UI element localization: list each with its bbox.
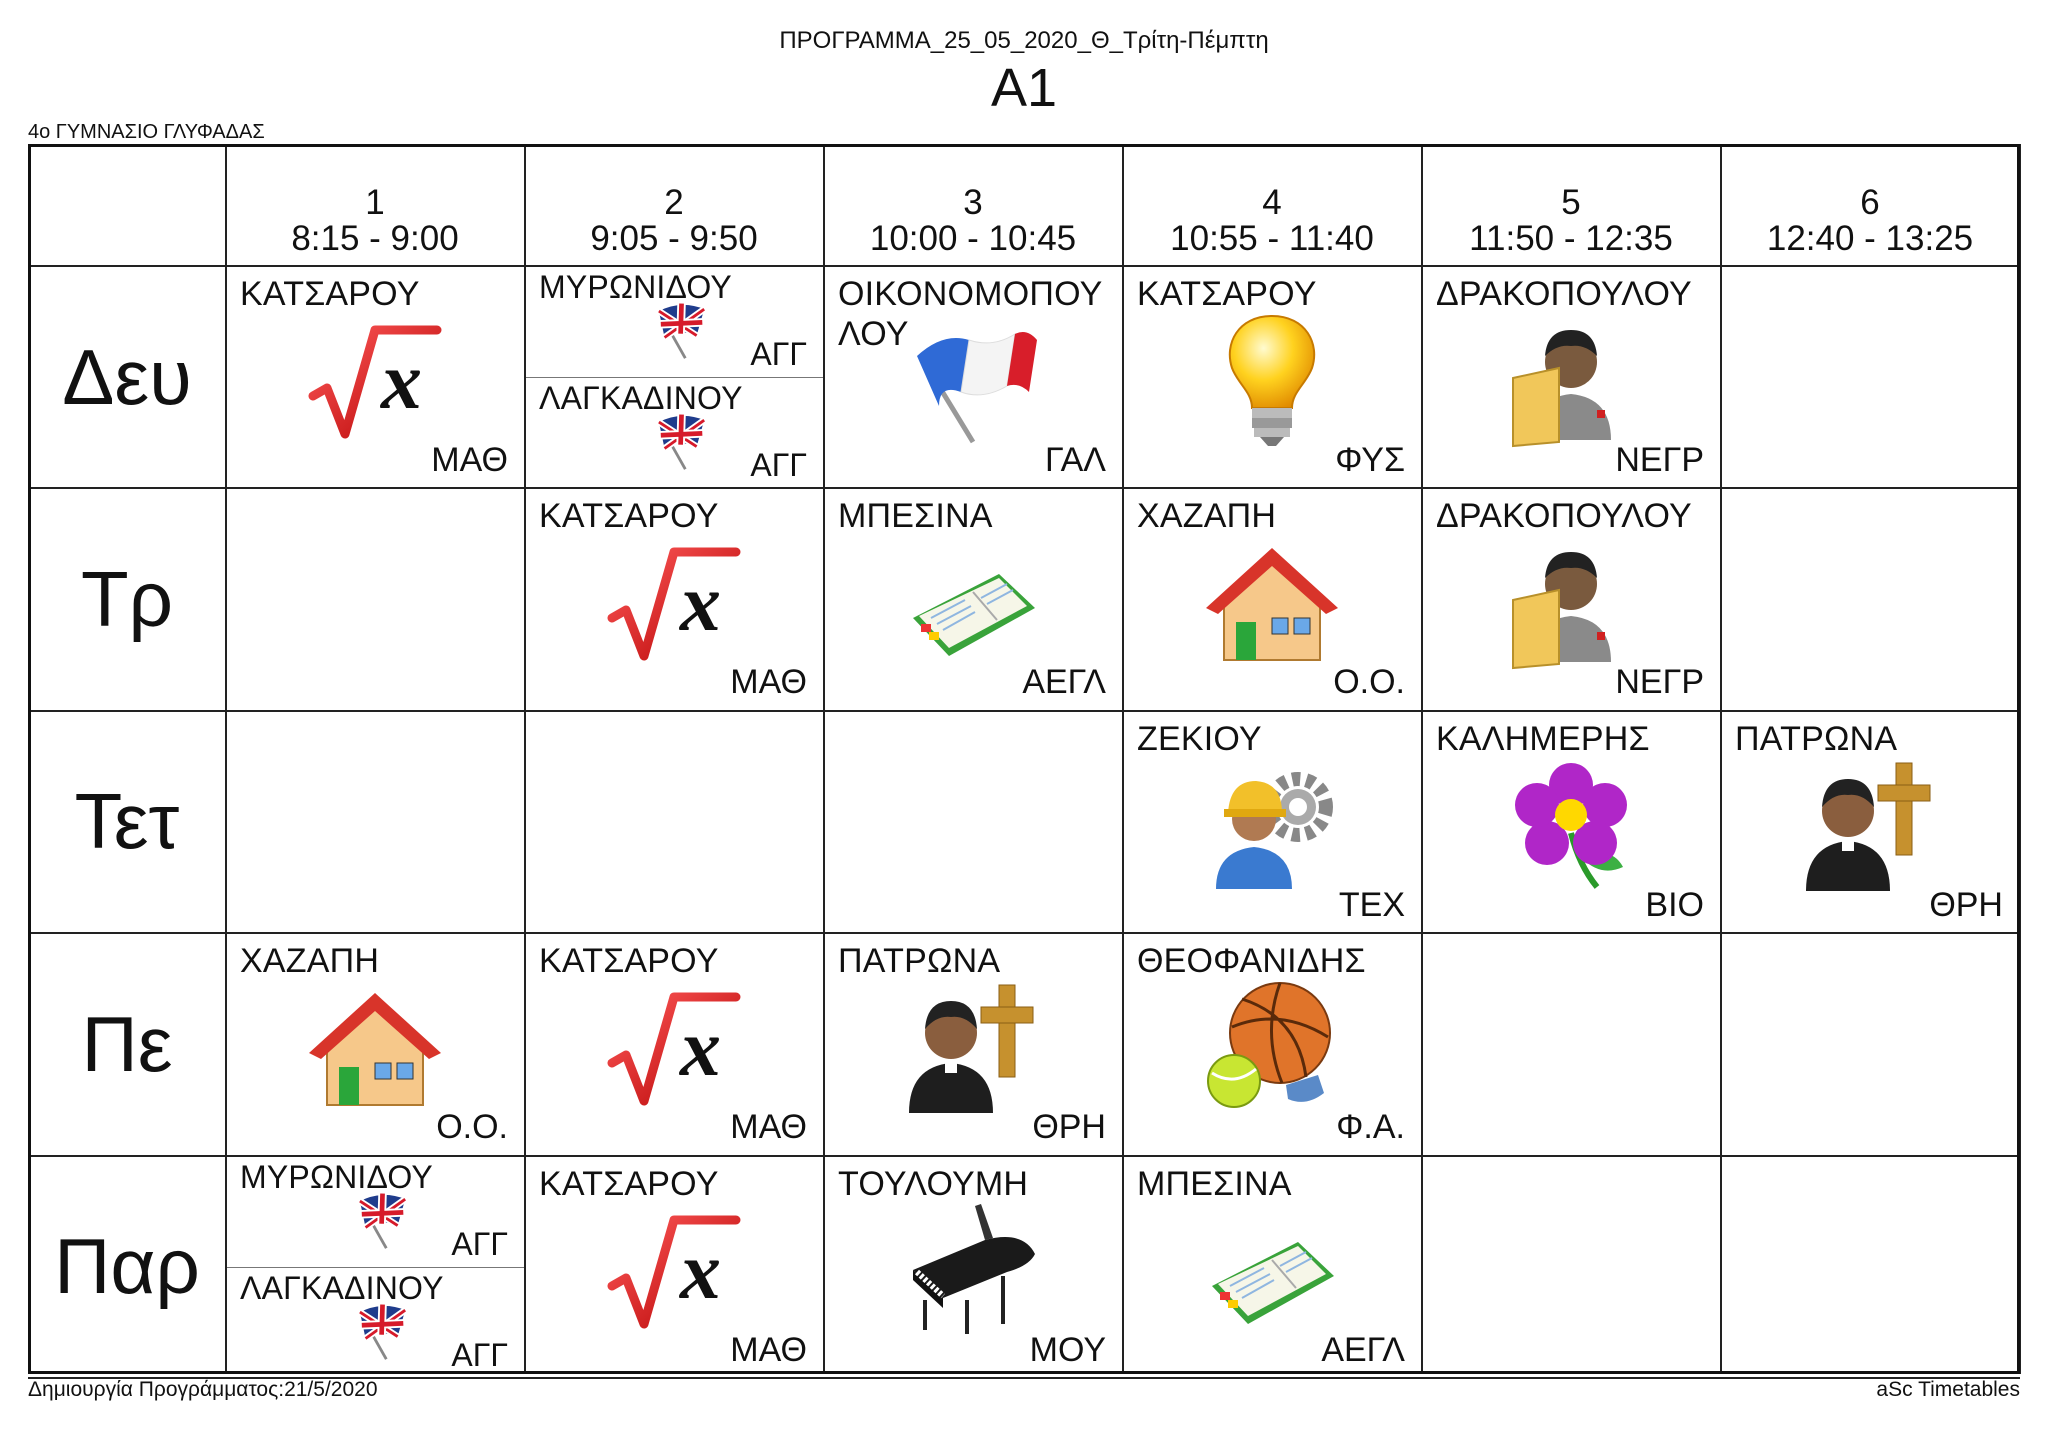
teacher-name: ΧΑΖΑΠΗ (1137, 497, 1277, 536)
brand-label: aSc Timetables (1876, 1378, 2020, 1401)
timetable-grid (28, 144, 2020, 1374)
period-time: 9:05 - 9:50 (590, 219, 758, 258)
teacher-name: ΟΙΚΟΝΟΜΟΠΟΥΛΟΥ (838, 275, 1103, 353)
teacher-name: ΚΑΤΣΑΡΟΥ (240, 275, 420, 313)
teacher-name: ΔΡΑΚΟΠΟΥΛΟΥ (1436, 275, 1692, 313)
period-time: 10:00 - 10:45 (869, 219, 1077, 258)
creation-date: Δημιουργία Προγράμματος:21/5/2020 (28, 1378, 378, 1401)
subject-code: ΘΡΗ (1929, 885, 2003, 924)
subject-code: ΑΕΓΛ (1022, 663, 1106, 702)
subject-code: ΓΑΛ (1045, 441, 1106, 479)
teacher-name: ΧΑΖΑΠΗ (240, 942, 380, 981)
subject-code: ΑΓΓ (451, 1336, 508, 1373)
subject-code: ΝΕΓΡ (1615, 441, 1704, 479)
subject-code: Φ.Α. (1336, 1108, 1405, 1147)
period-number: 3 (963, 183, 983, 222)
teacher-name: ΜΠΕΣΙΝΑ (1137, 1164, 1292, 1203)
subject-code: ΜΑΘ (730, 1108, 807, 1147)
svg-text:x: x (680, 1002, 721, 1094)
period-number: 4 (1262, 183, 1282, 222)
period-time: 12:40 - 13:25 (1766, 219, 1974, 258)
subject-code: Ο.Ο. (436, 1108, 508, 1147)
day-label: Τρ (80, 554, 173, 643)
period-time: 10:55 - 11:40 (1170, 219, 1374, 258)
subject-code: ΤΕΧ (1338, 885, 1405, 924)
day-label: Παρ (54, 1222, 200, 1311)
period-number: 6 (1860, 183, 1880, 222)
subject-code: ΜΑΘ (730, 663, 807, 702)
school-name: 4ο ΓΥΜΝΑΣΙΟ ΓΛΥΦΑΔΑΣ (28, 121, 265, 143)
subject-code: ΑΓΓ (750, 336, 807, 372)
subject-code: ΜΟΥ (1029, 1330, 1106, 1369)
timetable-subtitle: ΠΡΟΓΡΑΜΜΑ_25_05_2020_Θ_Τρίτη-Πέμπτη (779, 27, 1269, 54)
svg-text:x: x (381, 335, 422, 426)
teacher-name: ΘΕΟΦΑΝΙΔΗΣ (1137, 942, 1366, 981)
teacher-name: ΠΑΤΡΩΝΑ (838, 942, 1001, 981)
table-border (28, 144, 2020, 1374)
period-time: 8:15 - 9:00 (291, 219, 459, 258)
subject-code: ΜΑΘ (431, 441, 508, 479)
period-number: 2 (664, 183, 684, 222)
subject-code: ΑΓΓ (750, 447, 807, 484)
subject-code: ΑΕΓΛ (1321, 1330, 1405, 1369)
subject-code: ΜΑΘ (730, 1330, 807, 1369)
teacher-name: ΔΡΑΚΟΠΟΥΛΟΥ (1436, 497, 1692, 536)
teacher-name: ΜΥΡΩΝΙΔΟΥ (240, 1158, 433, 1195)
teacher-name: ΜΠΕΣΙΝΑ (838, 497, 993, 536)
period-number: 5 (1561, 183, 1581, 222)
teacher-name: ΠΑΤΡΩΝΑ (1735, 719, 1898, 758)
teacher-name: ΤΟΥΛΟΥΜΗ (838, 1164, 1029, 1203)
day-label: Τετ (74, 777, 180, 866)
teacher-name: ΛΑΓΚΑΔΙΝΟΥ (240, 1269, 444, 1306)
svg-text:x: x (680, 557, 721, 649)
teacher-name: ΚΑΤΣΑΡΟΥ (539, 942, 719, 981)
subject-code: ΒΙΟ (1645, 885, 1704, 924)
period-time: 11:50 - 12:35 (1469, 219, 1673, 258)
svg-text:x: x (680, 1224, 721, 1316)
teacher-name: ΜΥΡΩΝΙΔΟΥ (539, 269, 732, 305)
teacher-name: ΚΑΤΣΑΡΟΥ (539, 497, 719, 536)
teacher-name: ΚΑΤΣΑΡΟΥ (539, 1164, 719, 1203)
teacher-name: ΛΑΓΚΑΔΙΝΟΥ (539, 380, 743, 417)
class-title: Α1 (990, 58, 1058, 118)
subject-code: ΘΡΗ (1032, 1108, 1106, 1147)
subject-code: Ο.Ο. (1333, 663, 1405, 702)
period-number: 1 (365, 183, 385, 222)
subject-code: ΝΕΓΡ (1615, 663, 1704, 702)
teacher-name: ΚΑΤΣΑΡΟΥ (1137, 275, 1317, 313)
day-label: Πε (81, 999, 173, 1088)
subject-code: ΑΓΓ (451, 1225, 508, 1262)
teacher-name: ΖΕΚΙΟΥ (1137, 719, 1262, 758)
day-label: Δευ (62, 332, 192, 421)
subject-code: ΦΥΣ (1335, 441, 1405, 479)
teacher-name: ΚΑΛΗΜΕΡΗΣ (1436, 719, 1650, 758)
